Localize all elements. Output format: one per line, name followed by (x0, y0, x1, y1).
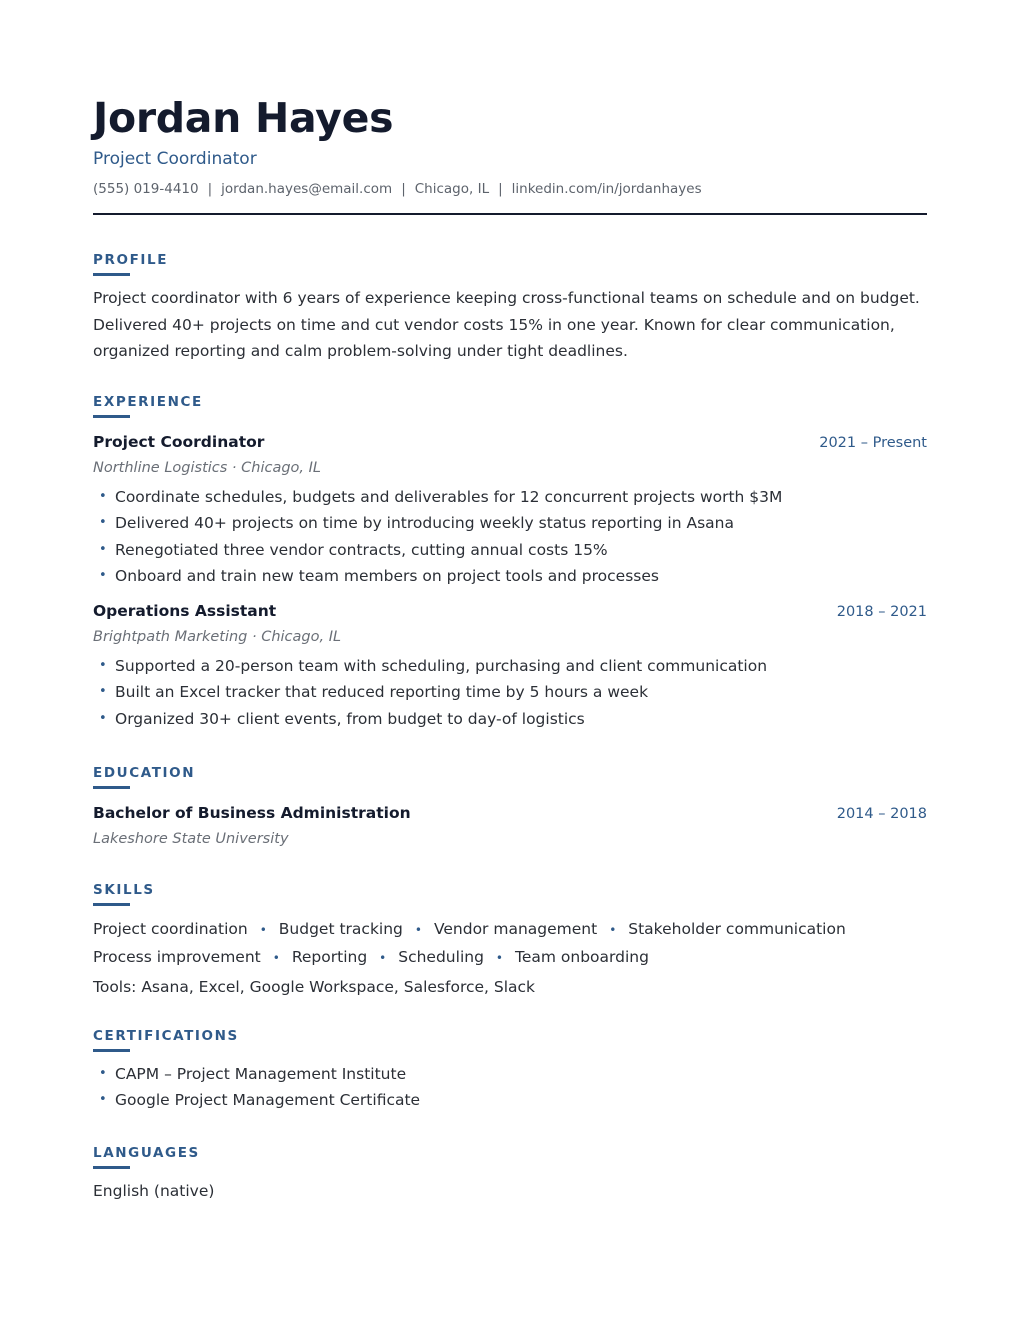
section-underline (93, 1166, 130, 1169)
candidate-name: Jordan Hayes (93, 94, 394, 142)
bullet-text: Built an Excel tracker that reduced reporting time by 5 hours a week (115, 683, 649, 702)
certification-item (93, 1087, 927, 1113)
job-title: Project Coordinator (93, 433, 265, 451)
certification-text: Google Project Management Certificate (115, 1091, 421, 1110)
bullet-icon: • (99, 541, 107, 557)
skill-item: Stakeholder communication (628, 920, 846, 938)
job-company: Brightpath Marketing · Chicago, IL (93, 629, 342, 646)
job-header (93, 431, 927, 454)
section-underline (93, 273, 130, 276)
contact-linkedin[interactable]: linkedin.com/in/jordanhayes (511, 181, 702, 197)
contact-location: Chicago, IL (414, 181, 490, 197)
education-header (93, 802, 927, 825)
skill-separator: • (495, 951, 503, 965)
job-entry (93, 600, 927, 732)
bullet-item (93, 510, 927, 536)
section-underline (93, 786, 130, 789)
skill-separator: • (259, 923, 267, 937)
school-name: Lakeshore State University (93, 831, 289, 847)
skill-item: Scheduling (398, 948, 484, 966)
bullet-icon: • (99, 658, 107, 674)
bullet-text: Onboard and train new team members on project tools and processes (115, 566, 659, 585)
contact-email[interactable]: jordan.hayes@email.com (221, 181, 393, 197)
bullet-item (93, 653, 927, 679)
bullet-icon: • (99, 489, 107, 504)
skill-separator: • (414, 923, 422, 937)
contact-line (93, 179, 927, 199)
skill-separator: • (379, 951, 387, 965)
skill-item: Reporting (291, 948, 368, 966)
skill-item: Process improvement (93, 948, 261, 966)
section-title: EXPERIENCE (93, 394, 203, 410)
experience-section (93, 393, 927, 732)
bullet-item (93, 706, 927, 732)
skills-line (93, 944, 927, 972)
bullet-item (93, 563, 927, 589)
contact-phone: (555) 019-4410 (93, 181, 199, 197)
bullet-icon: • (99, 515, 107, 531)
skills-tools: Tools: Asana, Excel, Google Workspace, Salesforce, Slack (93, 978, 536, 996)
bullet-icon: • (99, 567, 107, 583)
bullet-text: Renegotiated three vendor contracts, cutting annual costs 15% (115, 540, 608, 559)
certification-item (93, 1061, 927, 1087)
section-underline (93, 1049, 130, 1052)
section-title: EDUCATION (93, 765, 196, 781)
skill-item: Project coordination (93, 920, 248, 938)
bullet-text: Organized 30+ client events, from budget to day-of logistics (115, 709, 585, 728)
job-date: 2021 – Present (819, 435, 927, 451)
candidate-role: Project Coordinator (93, 149, 257, 169)
bullet-item (93, 484, 927, 510)
education-date: 2014 – 2018 (836, 806, 927, 822)
bullet-text: Supported a 20-person team with scheduling, purchasing and client communication (115, 657, 768, 676)
degree-title: Bachelor of Business Administration (93, 804, 411, 822)
job-entry (93, 431, 927, 589)
certification-list (93, 1061, 927, 1114)
job-title: Operations Assistant (93, 602, 277, 621)
section-title: PROFILE (93, 252, 169, 268)
skill-item: Vendor management (433, 920, 598, 938)
languages-section (93, 1144, 927, 1205)
job-header (93, 600, 927, 623)
skill-item: Budget tracking (278, 920, 403, 938)
section-title: SKILLS (93, 882, 155, 898)
bullet-icon: • (99, 684, 107, 700)
skill-separator: • (272, 951, 280, 965)
skills-line (93, 916, 927, 944)
section-title: CERTIFICATIONS (93, 1028, 239, 1044)
bullet-icon: • (99, 1066, 107, 1081)
certifications-section (93, 1027, 927, 1114)
bullet-text: Delivered 40+ projects on time by introducing weekly status reporting in Asana (115, 514, 734, 533)
header-divider (93, 213, 927, 215)
bullet-icon: • (99, 1092, 107, 1108)
skill-separator: • (609, 923, 617, 937)
education-section (93, 764, 927, 849)
job-company: Northline Logistics · Chicago, IL (93, 460, 321, 476)
bullet-text: Coordinate schedules, budgets and deliverables for 12 concurrent projects worth $3M (115, 488, 783, 506)
skill-item: Team onboarding (515, 948, 649, 966)
bullet-item (93, 679, 927, 705)
education-entry (93, 802, 927, 849)
contact-separator: | (207, 181, 213, 197)
contact-separator: | (498, 181, 503, 197)
section-underline (93, 415, 130, 418)
contact-separator: | (401, 181, 406, 197)
bullet-item (93, 537, 927, 563)
profile-section (93, 251, 927, 365)
job-bullets (93, 484, 927, 589)
profile-text: Project coordinator with 6 years of experience keeping cross-functional teams on schedule and on budget. Delivered 40+ projects on time and cut vendor costs 15% in one year. Known for clear communication, organized reporting and calm problem-solving under tight deadlines. (93, 289, 920, 360)
job-date: 2018 – 2021 (836, 604, 927, 621)
bullet-icon: • (99, 710, 107, 726)
skills-section (93, 881, 927, 1001)
resume-header (93, 92, 927, 199)
job-bullets (93, 653, 927, 732)
section-title: LANGUAGES (93, 1145, 200, 1161)
languages-text: English (native) (93, 1182, 215, 1200)
skills-list (93, 916, 927, 1001)
section-underline (93, 903, 130, 906)
certification-text: CAPM – Project Management Institute (115, 1065, 407, 1083)
